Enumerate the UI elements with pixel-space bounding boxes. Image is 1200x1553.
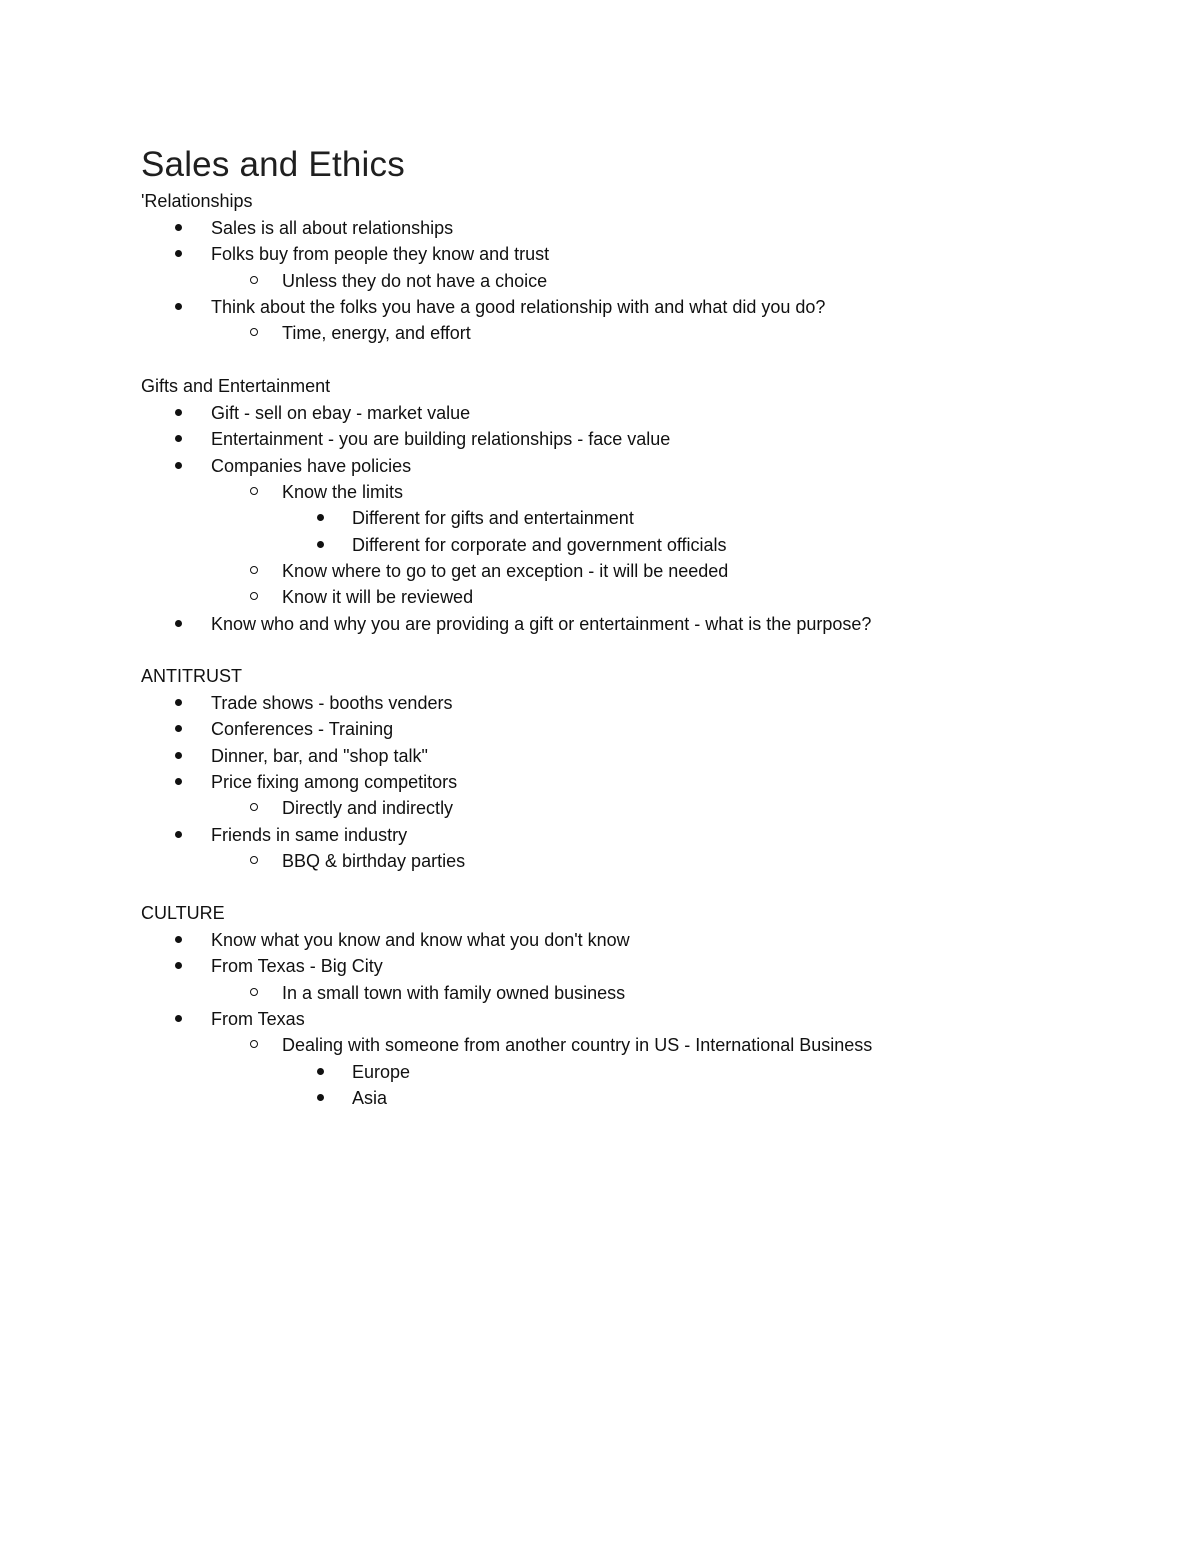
list-item	[0, 743, 1200, 769]
disc-bullet-icon	[175, 725, 182, 732]
section-heading: CULTURE	[141, 903, 225, 923]
list-item-text: Sales is all about relationships	[211, 218, 454, 238]
list-item-text: Know who and why you are providing a gift or entertainment - what is the purpose?	[211, 613, 872, 634]
page-title: Sales and Ethics	[141, 145, 405, 184]
list-item	[0, 690, 1200, 716]
circle-bullet-icon	[250, 328, 258, 336]
list-item-text: Know where to go to get an exception - it will be needed	[282, 561, 729, 582]
disc-bullet-icon	[175, 250, 182, 257]
circle-bullet-icon	[250, 803, 258, 811]
list-item	[0, 822, 1200, 848]
list-item-text: Asia	[352, 1088, 388, 1109]
list-item	[0, 1032, 1200, 1058]
list-item	[0, 848, 1200, 874]
section-heading: 'Relationships	[141, 191, 253, 211]
list-item-text: Unless they do not have a choice	[282, 270, 548, 291]
list-item	[0, 479, 1200, 505]
list-item	[0, 400, 1200, 426]
circle-bullet-icon	[250, 592, 258, 600]
list-item-text: Know the limits	[282, 482, 404, 503]
list-item-text: BBQ & birthday parties	[282, 851, 466, 872]
list-item-text: From Texas - Big City	[211, 956, 383, 977]
list-item	[0, 426, 1200, 452]
circle-bullet-icon	[250, 856, 258, 864]
list-item-text: Know it will be reviewed	[282, 587, 474, 608]
list-item-text: Gift - sell on ebay - market value	[211, 403, 471, 423]
list-item	[0, 532, 1200, 558]
disc-bullet-icon	[317, 1068, 324, 1075]
list-item-text: Conferences - Training	[211, 719, 394, 740]
list-item	[0, 558, 1200, 584]
disc-bullet-icon	[175, 224, 182, 231]
disc-bullet-icon	[175, 699, 182, 706]
disc-bullet-icon	[175, 620, 182, 627]
circle-bullet-icon	[250, 988, 258, 996]
list-item	[0, 1085, 1200, 1111]
disc-bullet-icon	[175, 303, 182, 310]
disc-bullet-icon	[175, 831, 182, 838]
list-item	[0, 1059, 1200, 1085]
list-item	[0, 611, 1200, 637]
list-item-text: Think about the folks you have a good relationship with and what did you do?	[211, 297, 826, 318]
list-item	[0, 320, 1200, 346]
list-item-text: Different for corporate and government officials	[352, 534, 727, 555]
list-item-text: Know what you know and know what you don't know	[211, 930, 630, 950]
list-item-text: Trade shows - booths venders	[211, 693, 453, 713]
list-item	[0, 584, 1200, 610]
list-item	[0, 453, 1200, 479]
list-item	[0, 268, 1200, 294]
list-item-text: Directly and indirectly	[282, 798, 454, 819]
disc-bullet-icon	[317, 541, 324, 548]
list-item	[0, 795, 1200, 821]
list-item-text: Europe	[352, 1061, 411, 1082]
list-item-text: Dealing with someone from another country in US - International Business	[282, 1035, 873, 1056]
circle-bullet-icon	[250, 276, 258, 284]
disc-bullet-icon	[175, 409, 182, 416]
list-item	[0, 215, 1200, 241]
list-item	[0, 716, 1200, 742]
list-item-text: Price fixing among competitors	[211, 772, 458, 793]
list-item	[0, 980, 1200, 1006]
disc-bullet-icon	[175, 936, 182, 943]
list-item	[0, 1006, 1200, 1032]
list-item	[0, 769, 1200, 795]
list-item-text: Time, energy, and effort	[282, 323, 471, 344]
list-item-text: Dinner, bar, and "shop talk"	[211, 745, 428, 766]
list-item-text: Different for gifts and entertainment	[352, 508, 634, 529]
circle-bullet-icon	[250, 1040, 258, 1048]
disc-bullet-icon	[175, 752, 182, 759]
disc-bullet-icon	[175, 1015, 182, 1022]
disc-bullet-icon	[175, 962, 182, 969]
list-item	[0, 294, 1200, 320]
section-heading: Gifts and Entertainment	[141, 376, 331, 396]
disc-bullet-icon	[175, 435, 182, 442]
circle-bullet-icon	[250, 566, 258, 574]
list-item	[0, 505, 1200, 531]
circle-bullet-icon	[250, 487, 258, 495]
list-item	[0, 241, 1200, 267]
list-item-text: In a small town with family owned business	[282, 982, 626, 1003]
list-item-text: From Texas	[211, 1009, 305, 1030]
list-item-text: Folks buy from people they know and trust	[211, 244, 550, 265]
disc-bullet-icon	[175, 778, 182, 785]
section-heading: ANTITRUST	[141, 666, 242, 686]
list-item	[0, 953, 1200, 979]
list-item-text: Entertainment - you are building relationships - face value	[211, 429, 671, 450]
list-item	[0, 927, 1200, 953]
disc-bullet-icon	[317, 514, 324, 521]
list-item-text: Friends in same industry	[211, 824, 408, 845]
disc-bullet-icon	[175, 462, 182, 469]
list-item-text: Companies have policies	[211, 455, 412, 476]
disc-bullet-icon	[317, 1094, 324, 1101]
